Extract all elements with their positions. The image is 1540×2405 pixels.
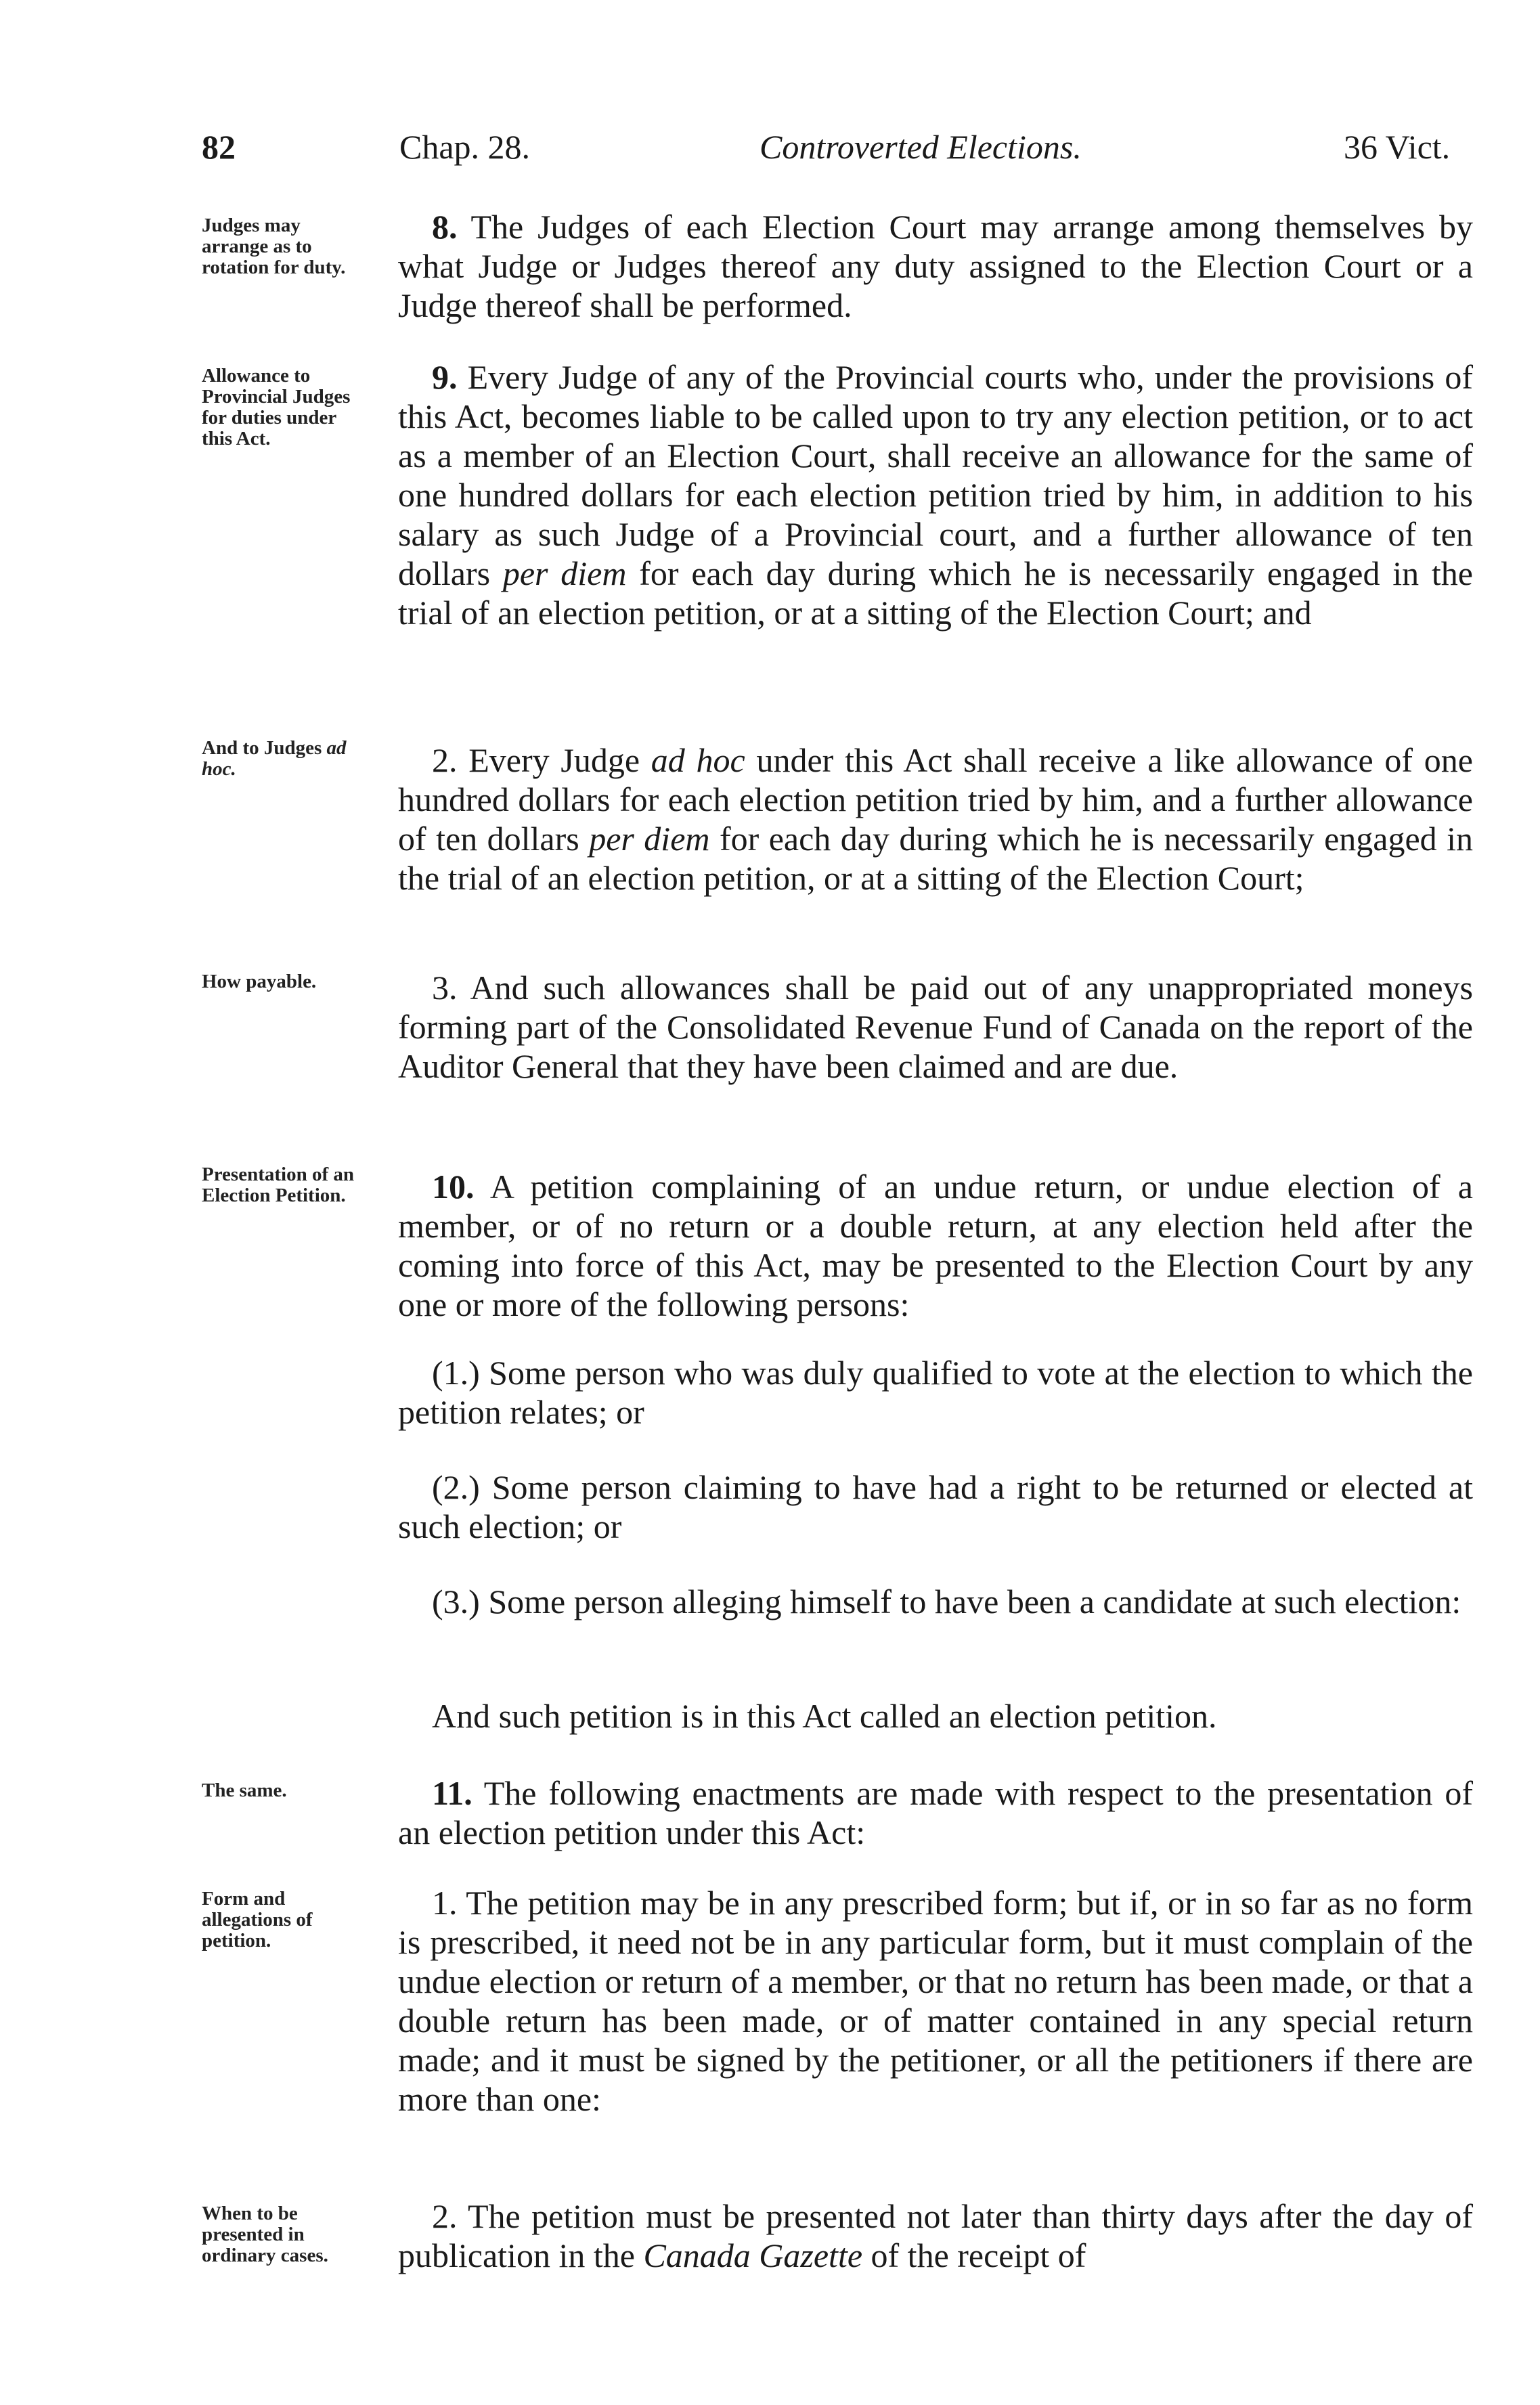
section-text: A petition complaining of an undue return, or undue election of a member, or of no return or a double return, at any election held after the coming into force of this Act, may be presented to the Election Court by any one or more of the following persons: xyxy=(398,1168,1473,1323)
section-11-2 xyxy=(398,2197,1473,2275)
section-number: 10. xyxy=(432,1168,475,1206)
section-number: 11. xyxy=(432,1774,472,1812)
margin-note: When to be presented in ordinary cases. xyxy=(202,2203,328,2266)
section-8 xyxy=(398,207,1473,325)
section-number: 8. xyxy=(432,208,458,246)
item-text: Some person alleging himself to have been a candidate at such election: xyxy=(488,1583,1461,1620)
margin-note: Presentation of an Election Petition. xyxy=(202,1164,355,1206)
publication-title: Canada Gazette xyxy=(643,2236,863,2274)
section-text: Every Judge of any of the Provincial courts who, under the provisions of this Act, becomes liable to be called upon to try any election petition, or to act as a member of an Election Court, shall receive an allowance for the same of one hundred dollars for each election petition tried by him, in addition to his salary as such Judge of a Provincial court, and a further allowance of ten dollars xyxy=(398,358,1474,592)
section-text: The petition may be in any prescribed form; but if, or in so far as no form is prescribed, it need not be in any particular form, but it must complain of the undue election or return of a member, or that no return has been made, or that a double return has been made, or of matter contained in any special return made; and it must be signed by the petitioner, or all the petitioners if there are more than one: xyxy=(398,1884,1473,2118)
section-11 xyxy=(398,1773,1473,1852)
item-number: (1.) xyxy=(432,1354,480,1392)
section-10-closing: And such petition is in this Act called an election petition. xyxy=(432,1697,1217,1735)
section-text: The petition must be presented not later than thirty days after the day of publication in the xyxy=(398,2197,1473,2274)
item-number: (2.) xyxy=(432,1468,480,1506)
section-text: for each day during which he is necessarily engaged in the trial of an election petition, or at a sitting of the Election Court; xyxy=(398,820,1474,897)
running-header xyxy=(0,127,1540,181)
section-10-3 xyxy=(398,1582,1473,1621)
item-text: Some person who was duly qualified to vote at the election to which the petition relates; or xyxy=(398,1354,1473,1431)
latin-term: per diem xyxy=(502,554,627,592)
section-10 xyxy=(398,1167,1473,1324)
section-9-3 xyxy=(398,968,1473,1086)
section-number: 3. xyxy=(432,969,458,1007)
section-number: 2. xyxy=(432,2197,458,2235)
section-number: 1. xyxy=(432,1884,458,1922)
margin-note: Judges may arrange as to rotation for duty. xyxy=(202,215,346,278)
section-text: And such allowances shall be paid out of any unappropriated moneys forming part of the Consolidated Revenue Fund of Canada on the report of the Auditor General that they have been claimed and are due. xyxy=(398,969,1473,1085)
margin-note: Form and allegations of petition. xyxy=(202,1888,313,1951)
section-number: 9. xyxy=(432,358,458,396)
section-9 xyxy=(398,357,1473,632)
section-text: of the receipt of xyxy=(862,2236,1086,2274)
margin-note: The same. xyxy=(202,1780,287,1801)
margin-note: And to Judges ad hoc. xyxy=(202,737,347,780)
section-10-2 xyxy=(398,1468,1473,1546)
section-10-1 xyxy=(398,1353,1473,1432)
margin-note: How payable. xyxy=(202,971,317,992)
section-text: The Judges of each Election Court may arrange among themselves by what Judge or Judges thereof any duty assigned to the Election Court or a Judge thereof shall be performed. xyxy=(398,208,1473,324)
section-11-1 xyxy=(398,1883,1473,2119)
section-text: under this Act shall receive a like allowance of one hundred dollars for each election petition tried by him, and a further allowance of ten dollars xyxy=(398,741,1474,858)
section-text: The following enactments are made with respect to the presentation of an election petition under this Act: xyxy=(398,1774,1473,1851)
section-number: 2. xyxy=(432,741,458,779)
item-text: Some person claiming to have had a right to be returned or elected at such election; or xyxy=(398,1468,1474,1545)
chapter-label: Chap. 28. xyxy=(399,128,531,166)
item-number: (3.) xyxy=(432,1583,480,1620)
latin-term: ad hoc xyxy=(651,741,745,779)
section-9-2 xyxy=(398,741,1473,898)
session-label: 36 Vict. xyxy=(1344,128,1451,166)
section-text: Every Judge xyxy=(468,741,651,779)
page-number: 82 xyxy=(202,128,236,166)
latin-term: per diem xyxy=(589,820,710,858)
margin-note: Allowance to Provincial Judges for duties under this Act. xyxy=(202,365,351,449)
section-text: for each day during which he is necessarily engaged in the trial of an election petition, or at a sitting of the Election Court; and xyxy=(398,554,1473,632)
running-title: Controverted Elections. xyxy=(760,128,1082,166)
